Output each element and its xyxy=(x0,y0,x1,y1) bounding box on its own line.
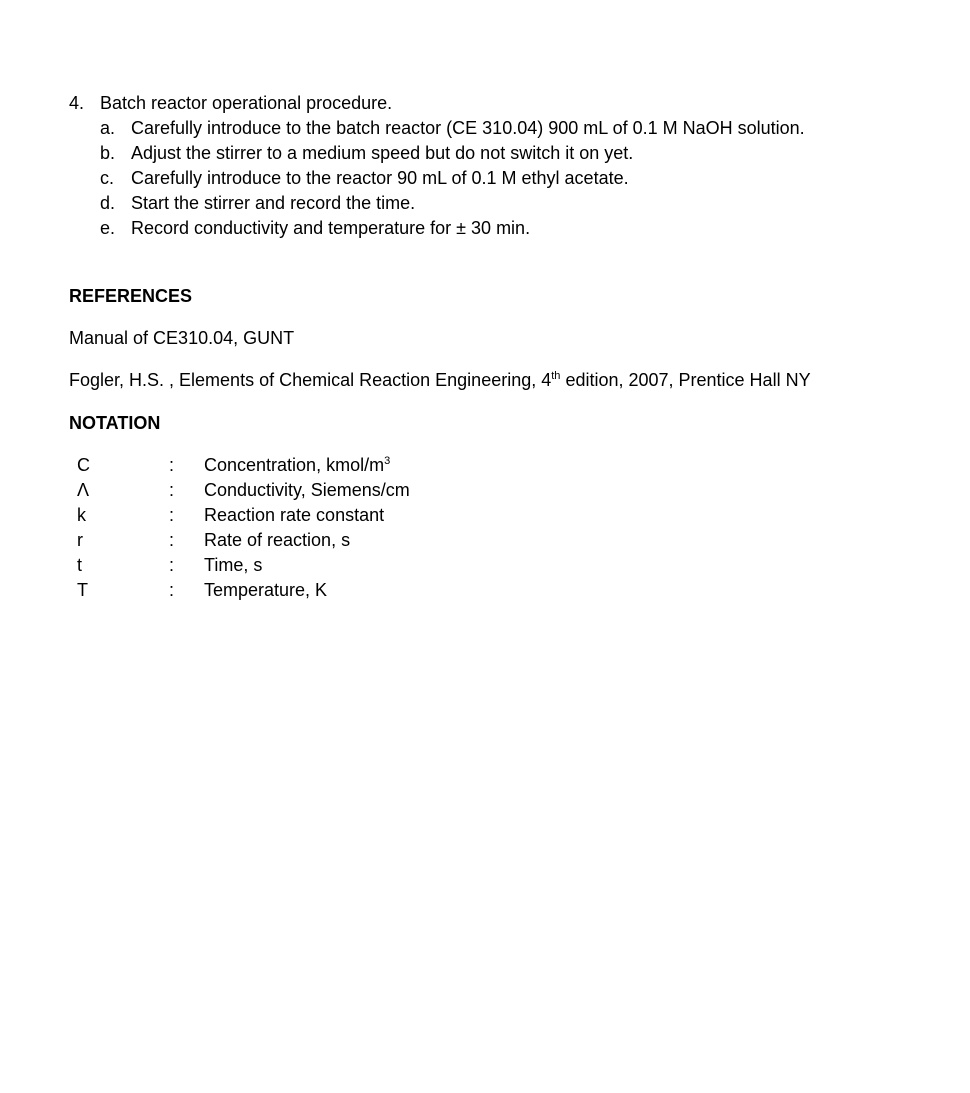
notation-description: Conductivity, Siemens/cm xyxy=(204,480,410,500)
step-letter: c. xyxy=(100,168,115,188)
step-text: Start the stirrer and record the time. xyxy=(131,193,416,213)
procedure-section xyxy=(69,91,949,241)
notation-separator: : xyxy=(169,455,175,475)
notation-description: Reaction rate constant xyxy=(204,505,385,525)
step-text: Adjust the stirrer to a medium speed but do not switch it on yet. xyxy=(131,143,634,163)
reference-superscript: th xyxy=(551,370,561,382)
notation-symbol: T xyxy=(77,580,88,600)
notation-description: Rate of reaction, s xyxy=(204,530,351,550)
procedure-step xyxy=(69,166,949,191)
notation-description: Time, s xyxy=(204,555,263,575)
notation-symbol: k xyxy=(77,505,86,525)
notation-separator: : xyxy=(169,505,175,525)
procedure-title: Batch reactor operational procedure. xyxy=(100,93,393,113)
notation-row xyxy=(69,528,410,553)
reference-text: Fogler, H.S. , Elements of Chemical Reaction Engineering, 4 xyxy=(69,370,552,390)
step-text: Record conductivity and temperature for ± 30 min. xyxy=(131,218,531,238)
notation-row xyxy=(69,478,410,503)
notation-symbol: t xyxy=(77,555,83,575)
reference-item xyxy=(69,368,811,393)
step-letter: a. xyxy=(100,118,116,138)
notation-table xyxy=(69,453,410,603)
step-text: Carefully introduce to the batch reactor (CE 310.04) 900 mL of 0.1 M NaOH solution. xyxy=(131,118,805,138)
procedure-step-list xyxy=(69,116,949,241)
procedure-heading xyxy=(69,91,949,116)
step-letter: d. xyxy=(100,193,116,213)
notation-symbol: C xyxy=(77,455,90,475)
step-letter: b. xyxy=(100,143,116,163)
procedure-number: 4. xyxy=(69,93,85,113)
notation-description xyxy=(204,453,390,478)
references-heading: REFERENCES xyxy=(69,286,193,306)
step-text: Carefully introduce to the reactor 90 mL of 0.1 M ethyl acetate. xyxy=(131,168,629,188)
notation-row xyxy=(69,553,410,578)
notation-row xyxy=(69,578,410,603)
procedure-step xyxy=(69,116,949,141)
reference-text: edition, 2007, Prentice Hall NY xyxy=(560,370,811,390)
notation-description: Temperature, K xyxy=(204,580,328,600)
procedure-step xyxy=(69,216,949,241)
notation-separator: : xyxy=(169,530,175,550)
procedure-step xyxy=(69,141,949,166)
notation-heading: NOTATION xyxy=(69,413,161,433)
notation-symbol: r xyxy=(77,530,83,550)
notation-separator: : xyxy=(169,480,175,500)
notation-symbol: Λ xyxy=(77,480,90,500)
notation-superscript: 3 xyxy=(384,455,391,467)
reference-item: Manual of CE310.04, GUNT xyxy=(69,328,295,348)
notation-row xyxy=(69,453,410,478)
notation-description-text: Concentration, kmol/m xyxy=(204,455,385,475)
notation-separator: : xyxy=(169,580,175,600)
notation-row xyxy=(69,503,410,528)
step-letter: e. xyxy=(100,218,116,238)
notation-separator: : xyxy=(169,555,175,575)
procedure-step xyxy=(69,191,949,216)
